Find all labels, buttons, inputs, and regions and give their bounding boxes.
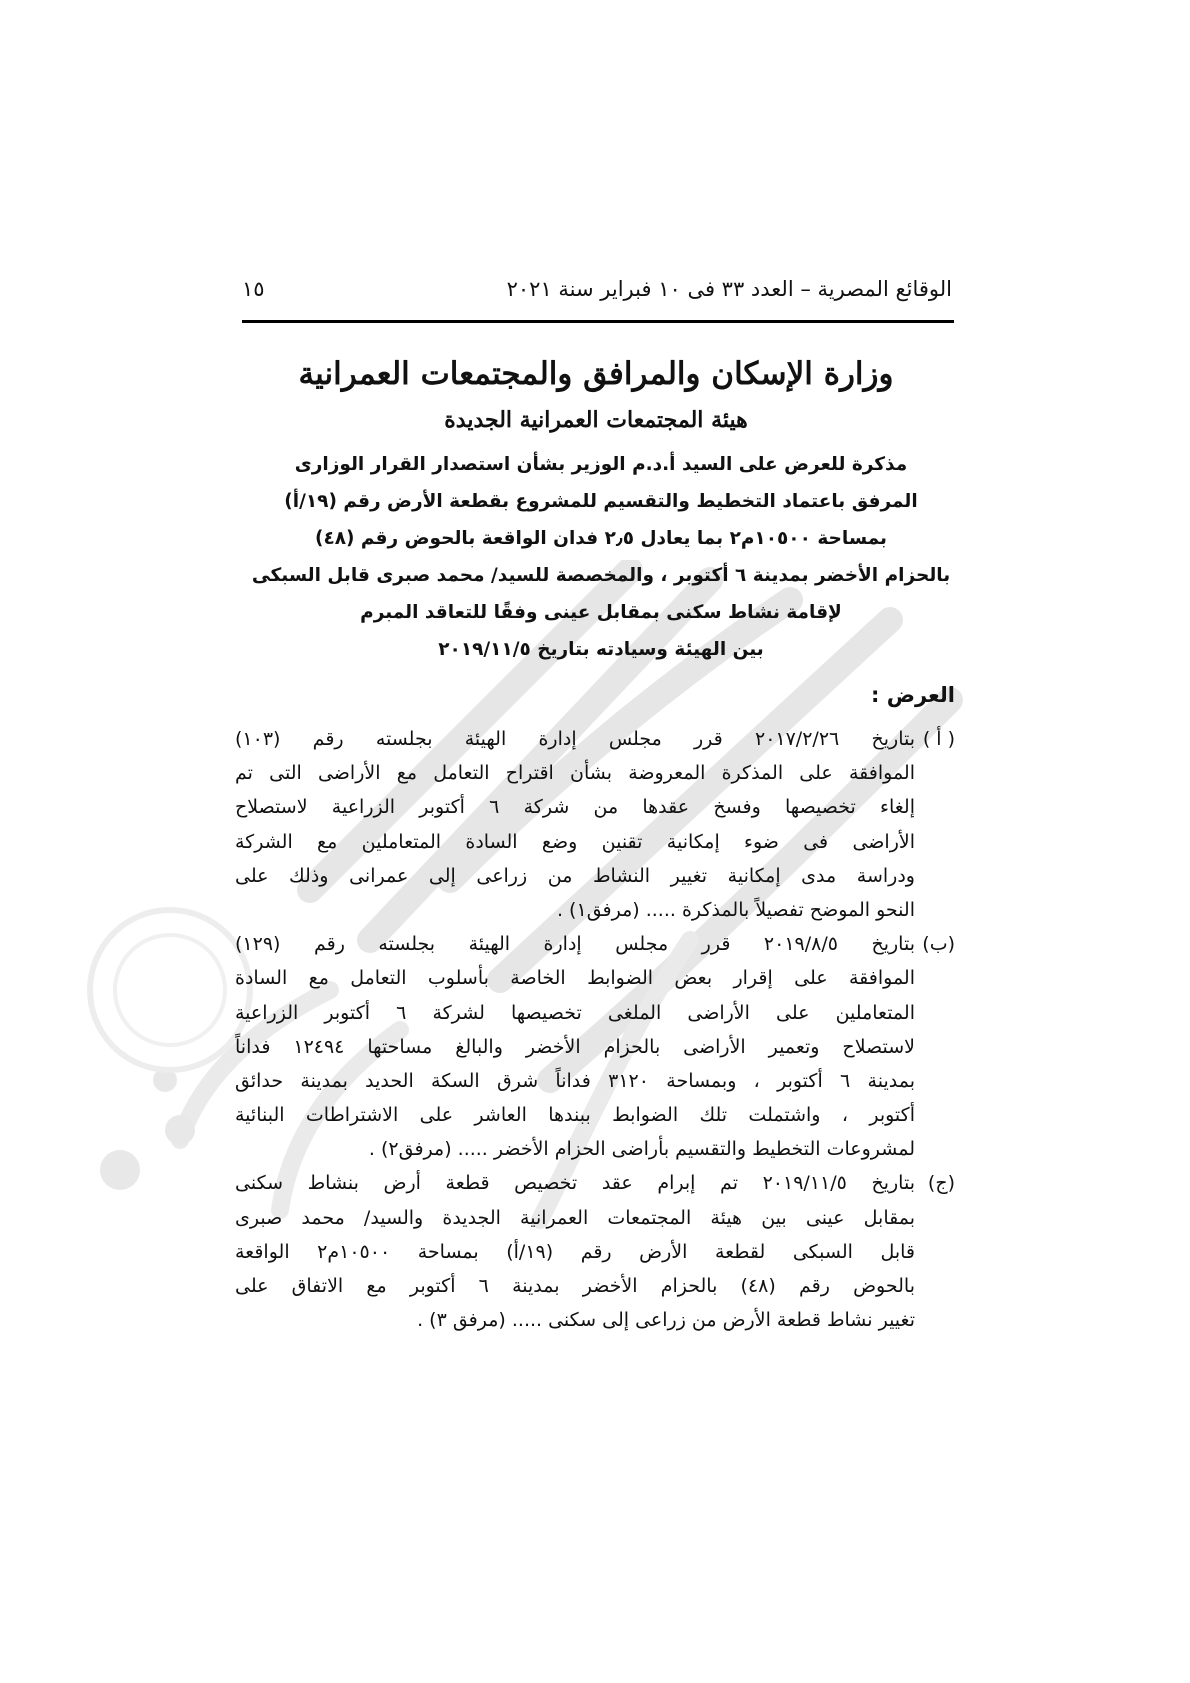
item-line: إلغاء تخصيصها وفسخ عقدها من شركة ٦ أكتوبر الزراعية لاستصلاح: [235, 796, 915, 819]
item-line: ودراسة مدى إمكانية تغيير النشاط من زراعى إلى عمرانى وذلك على: [235, 864, 915, 887]
page-number: ١٥: [242, 277, 265, 301]
item-c: [235, 1166, 955, 1337]
memo-line: لإقامة نشاط سكنى بمقابل عينى وفقًا للتعاقد المبرم: [360, 602, 842, 623]
gazette-header: [242, 274, 952, 310]
item-line: تغيير نشاط قطعة الأرض من زراعى إلى سكنى ..... (مرفق ٣) .: [417, 1309, 915, 1332]
item-line: المتعاملين على الأراضى الملغى تخصيصها لشركة ٦ أكتوبر الزراعية: [235, 1001, 915, 1024]
memo-heading: [245, 446, 957, 668]
ministry-title: وزارة الإسكان والمرافق والمجتمعات العمرانية: [298, 356, 894, 392]
item-b: [235, 927, 955, 1166]
item-line: الموافقة على المذكرة المعروضة بشأن اقتراح التعامل مع الأراضى التى تم: [235, 762, 915, 785]
item-a: [235, 722, 955, 927]
memo-line: مذكرة للعرض على السيد أ.د.م الوزير بشأن استصدار القرار الوزارى: [294, 454, 908, 475]
item-line: أكتوبر ، واشتملت تلك الضوابط ببندها العاشر على الاشتراطات البنائية: [235, 1104, 915, 1127]
item-line: بمدينة ٦ أكتوبر ، وبمساحة ٣١٢٠ فداناً شرق السكة الحديد بمدينة حدائق: [235, 1069, 915, 1092]
memo-line: المرفق باعتماد التخطيط والتقسيم للمشروع بقطعة الأرض رقم (١٩/أ): [284, 491, 918, 512]
item-line: بتاريخ ٢٠١٧/٢/٢٦ قرر مجلس إدارة الهيئة بجلسته رقم (١٠٣): [235, 728, 915, 750]
item-marker: (ب): [922, 933, 955, 956]
item-marker: ( أ ): [922, 728, 955, 750]
memo-line: بالحزام الأخضر بمدينة ٦ أكتوبر ، والمخصصة للسيد/ محمد صبرى قابل السبكى: [251, 565, 951, 586]
gazette-issue-info: الوقائع المصرية – العدد ٣٣ فى ١٠ فبراير سنة ٢٠٢١: [506, 277, 952, 301]
item-line: بمقابل عينى بين هيئة المجتمعات العمرانية الجديدة والسيد/ محمد صبرى: [235, 1206, 915, 1229]
item-line: قابل السبكى لقطعة الأرض رقم (١٩/أ) بمساحة ١٠٥٠٠م٢ الواقعة: [235, 1240, 915, 1263]
item-line: لمشروعات التخطيط والتقسيم بأراضى الحزام الأخضر ..... (مرفق٢) .: [368, 1138, 915, 1161]
header-divider: [242, 320, 954, 323]
item-line: بالحوض رقم (٤٨) بالحزام الأخضر بمدينة ٦ أكتوبر مع الاتفاق على: [235, 1275, 915, 1297]
item-line: لاستصلاح وتعمير الأراضى بالحزام الأخضر والبالغ مساحتها ١٢٤٩٤ فداناً: [235, 1035, 915, 1058]
section-label: العرض :: [871, 683, 955, 707]
memo-line: بين الهيئة وسيادته بتاريخ ٢٠١٩/١١/٥: [438, 639, 764, 660]
item-marker: (ج): [927, 1172, 955, 1195]
memo-line: بمساحة ١٠٥٠٠م٢ بما يعادل ٢٫٥ فدان الواقعة بالحوض رقم (٤٨): [314, 528, 888, 549]
presentation-items: [235, 722, 955, 1337]
item-line: النحو الموضح تفصيلاً بالمذكرة ..... (مرفق١) .: [556, 898, 915, 921]
authority-subtitle: هيئة المجتمعات العمرانية الجديدة: [444, 407, 748, 433]
item-line: الموافقة على إقرار بعض الضوابط الخاصة بأسلوب التعامل مع السادة: [235, 967, 915, 990]
item-line: بتاريخ ٢٠١٩/٨/٥ قرر مجلس إدارة الهيئة بجلسته رقم (١٢٩): [235, 933, 915, 956]
item-line: بتاريخ ٢٠١٩/١١/٥ تم إبرام عقد تخصيص قطعة أرض بنشاط سكنى: [235, 1172, 915, 1195]
item-line: الأراضى فى ضوء إمكانية تقنين وضع السادة المتعاملين مع الشركة: [235, 830, 915, 853]
